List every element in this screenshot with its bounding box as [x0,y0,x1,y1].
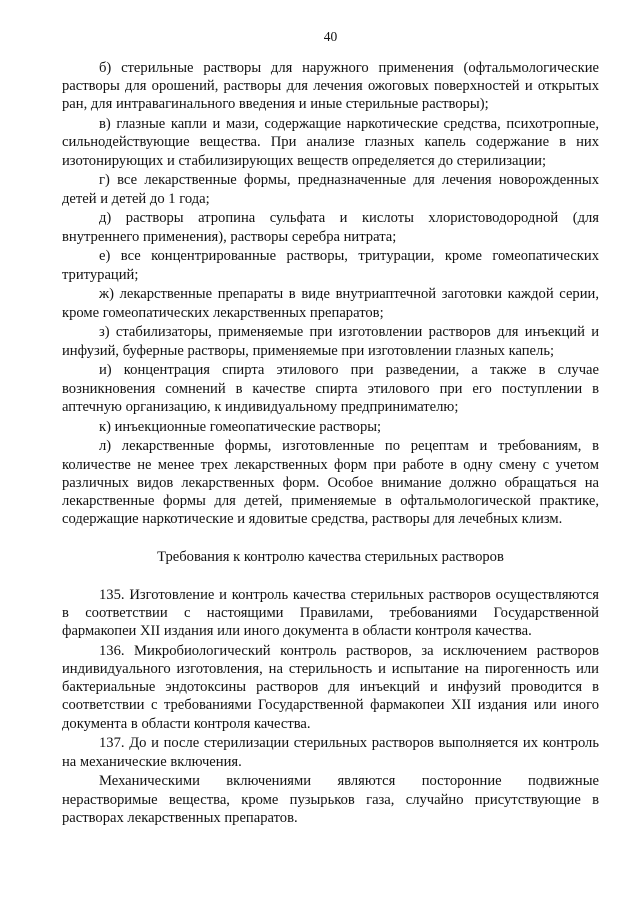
page-number: 40 [323,29,338,44]
list-item-k: к) инъекционные гомеопатические растворы; [99,418,382,435]
paragraph-135: 135. Изготовление и контроль качества стерильных растворов осуществляются в соответствии с настоящими Правилами, требованиями Государственной фармакопеи XII издания или иного документа в области контроля качества. [62,586,599,640]
paragraph-136: 136. Микробиологический контроль растворов, за исключением растворов индивидуального изготовления, на стерильность и испытание на пирогенность или бактериальные эндотоксины растворов для инъекций и инфузий проводится в соответствии с требованиями Государственной фармакопеи XII издания или иного документа в области контроля качества. [62,642,599,732]
list-item-v: в) глазные капли и мази, содержащие наркотические средства, психотропные, сильнодействующие вещества. При анализе глазных капель содержание в них изотонирующих и стабилизирующих веществ определяется до стерилизации; [62,116,599,169]
list-section [62,59,599,528]
paragraph-137: 137. До и после стерилизации стерильных растворов выполняется их контроль на механические включения. [62,735,599,770]
list-item-z: з) стабилизаторы, применяемые при изготовлении растворов для инъекций и инфузий, буферные растворы, применяемые при изготовлении глазных капель; [62,324,599,359]
list-item-l: л) лекарственные формы, изготовленные по рецептам и требованиям, в количестве не менее трех лекарственных форм при работе в одну смену с учетом различных видов лекарственных форм. Особое внимание должно обращаться на лекарственные формы для детей, применяемые в офтальмологической практике, содержащие наркотические и ядовитые средства, растворы для лечебных клизм. [62,438,599,528]
paragraph-mechanical-inclusions: Механическими включениями являются посторонние подвижные нерастворимые вещества, кроме пузырьков газа, случайно присутствующие в растворах лекарственных препаратов. [62,773,599,826]
list-item-e: е) все концентрированные растворы, тритурации, кроме гомеопатических тритураций; [62,248,599,283]
list-item-g: г) все лекарственные формы, предназначенные для лечения новорожденных детей и детей до 1 года; [62,172,599,207]
document-page [62,28,599,829]
list-item-d: д) растворы атропина сульфата и кислоты хлористоводородной (для внутреннего применения), растворы серебра нитрата; [62,210,599,245]
list-item-zh: ж) лекарственные препараты в виде внутриаптечной заготовки каждой серии, кроме гомеопатических лекарственных препаратов; [62,286,599,321]
list-item-i: и) концентрация спирта этилового при разведении, а также в случае возникновения сомнений в качестве спирта этилового при его поступлении в аптечную организацию, к индивидуальному предпринимателю; [62,362,599,415]
section-heading: Требования к контролю качества стерильных растворов [157,549,504,566]
section-body [62,586,599,827]
list-item-b: б) стерильные растворы для наружного применения (офтальмологические растворы для орошений, растворы для лечения ожоговых поверхностей и открытых ран, для интравагинального введения и иные стерильные растворы); [62,60,599,113]
